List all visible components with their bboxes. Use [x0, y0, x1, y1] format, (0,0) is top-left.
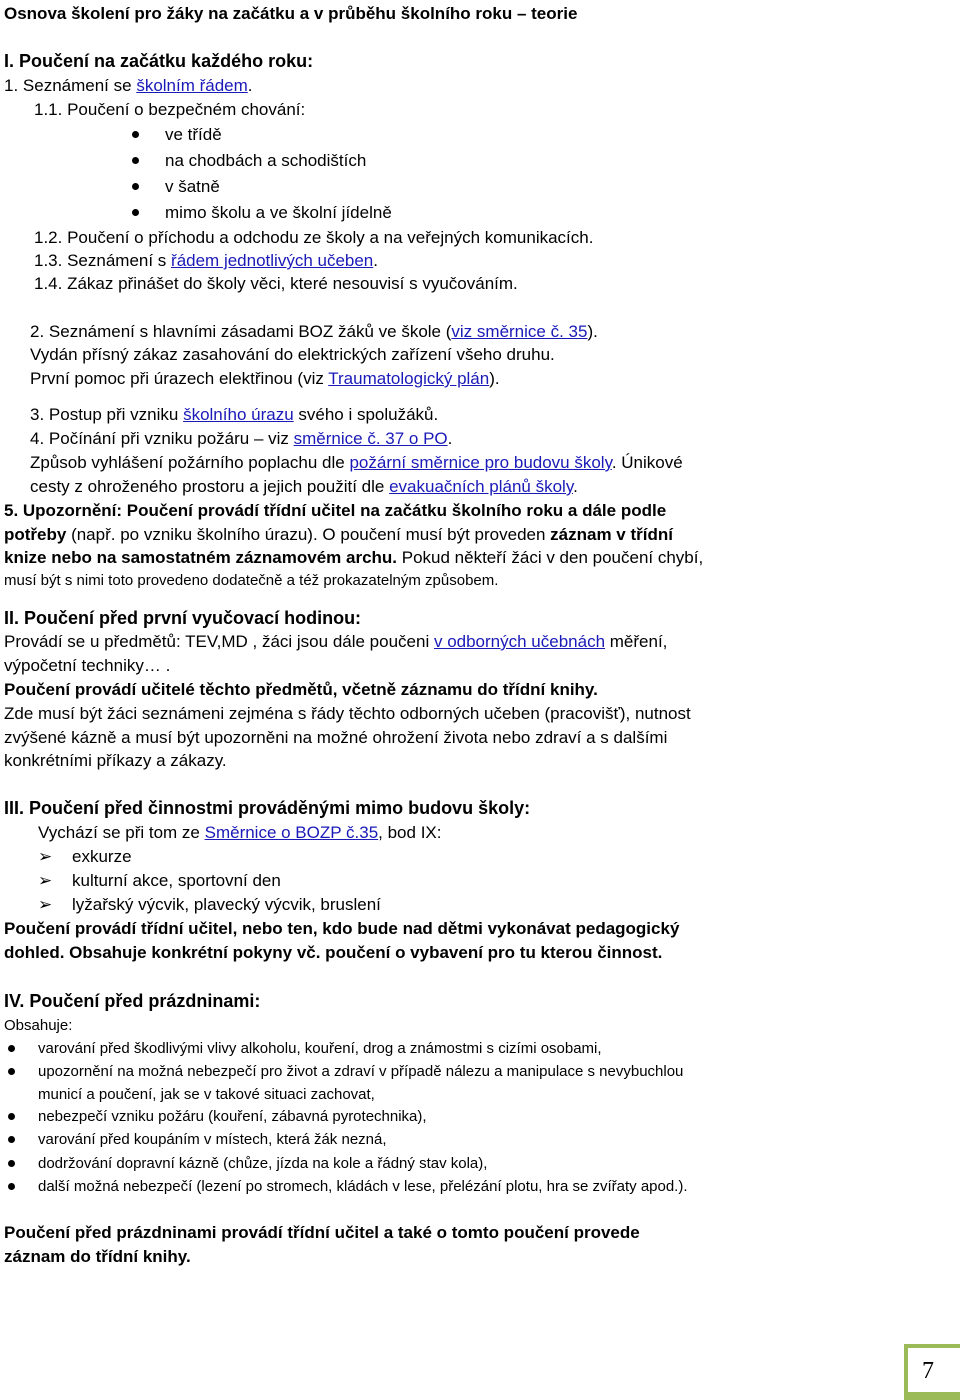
section-1-line-1: 1. Seznámení se školním řádem. [4, 76, 253, 95]
link-smernice-bozp[interactable]: Směrnice o BOZP č.35 [204, 823, 379, 842]
section-1-line-3: 3. Postup při vzniku školního úrazu svého i spolužáků. [30, 405, 439, 424]
section-1-line-4: 4. Počínání při vzniku požáru – viz směrnice č. 37 o PO. [30, 429, 453, 448]
bullet-item: mimo školu a ve školní jídelně [165, 203, 392, 222]
section-1-line-1-1: 1.1. Poučení o bezpečném chování: [34, 100, 306, 119]
section-2-line-4: Zde musí být žáci seznámeni zejména s řády těchto odborných učeben (pracovišť), nutnost [4, 704, 691, 723]
bullet-icon [8, 1068, 15, 1075]
list-item: exkurze [72, 847, 132, 866]
bullet-icon [132, 209, 139, 216]
section-1-line-2: 2. Seznámení s hlavními zásadami BOZ žáků ve škole (viz směrnice č. 35). [30, 322, 598, 341]
list-item: varování před škodlivými vlivy alkoholu, kouření, drog a známostmi s cizími osobami, [38, 1040, 602, 1057]
section-3-line-2: Poučení provádí třídní učitel, nebo ten, kdo bude nad dětmi vykonávat pedagogický [4, 919, 680, 938]
bullet-icon [132, 157, 139, 164]
section-1-heading: I. Poučení na začátku každého roku: [4, 51, 314, 71]
section-1-line-1-4: 1.4. Zákaz přinášet do školy věci, které nesouvisí s vyučováním. [34, 274, 518, 293]
list-item: nebezpečí vzniku požáru (kouření, zábavná pyrotechnika), [38, 1108, 427, 1125]
link-rad-uceben[interactable]: řádem jednotlivých učeben [171, 251, 374, 270]
link-pozarni-smernice[interactable]: požární směrnice pro budovu školy [349, 453, 612, 472]
arrow-bullet-icon: ➢ [38, 895, 53, 914]
arrow-bullet-icon: ➢ [38, 871, 53, 890]
section-2-heading: II. Poučení před první vyučovací hodinou: [4, 608, 362, 628]
section-4-final-2: záznam do třídní knihy. [4, 1247, 191, 1266]
bullet-icon [8, 1183, 15, 1190]
link-evakuacni-plany[interactable]: evakuačních plánů školy [389, 477, 574, 496]
link-traumatologicky-plan[interactable]: Traumatologický plán [328, 369, 490, 388]
section-2-line-6: konkrétními příkazy a zákazy. [4, 751, 227, 770]
section-1-line-4b: Způsob vyhlášení požárního poplachu dle požární směrnice pro budovu školy. Únikové [30, 453, 683, 472]
section-4-heading: IV. Poučení před prázdninami: [4, 991, 261, 1011]
list-item-continuation: municí a poučení, jak se v takové situaci zachovat, [38, 1086, 375, 1103]
list-item: upozornění na možná nebezpečí pro život a zdraví v případě nálezu a manipulace s nevybuchlou [38, 1063, 684, 1080]
page-number-stripe [904, 1392, 960, 1400]
section-2-line-2: výpočetní techniky… . [4, 656, 171, 675]
section-3-line-1: Vychází se při tom ze Směrnice o BOZP č.35, bod IX: [38, 823, 442, 842]
list-item: varování před koupáním v místech, která žák nezná, [38, 1131, 387, 1148]
section-3-line-3: dohled. Obsahuje konkrétní pokyny vč. poučení o vybavení pro tu kterou činnost. [4, 943, 663, 962]
list-item: lyžařský výcvik, plavecký výcvik, bruslení [72, 895, 381, 914]
link-odborne-ucebny[interactable]: v odborných učebnách [433, 632, 606, 651]
section-1-line-5d: musí být s nimi toto provedeno dodatečně a též prokazatelným způsobem. [4, 572, 499, 589]
bullet-item: v šatně [165, 177, 220, 196]
section-1-line-5a: 5. Upozornění: Poučení provádí třídní učitel na začátku školního roku a dále podle [4, 501, 667, 520]
section-1-line-5c: knize nebo na samostatném záznamovém archu. Pokud někteří žáci v den poučení chybí, [4, 548, 704, 567]
bullet-icon [8, 1045, 15, 1052]
section-2-line-3: Poučení provádí učitelé těchto předmětů, včetně záznamu do třídní knihy. [4, 680, 598, 699]
section-4-final-1: Poučení před prázdninami provádí třídní učitel a také o tomto poučení provede [4, 1223, 640, 1242]
list-item: dodržování dopravní kázně (chůze, jízda na kole a řádný stav kola), [38, 1155, 488, 1172]
section-4-intro: Obsahuje: [4, 1017, 73, 1034]
bullet-icon [8, 1113, 15, 1120]
section-1-line-1-3: 1.3. Seznámení s řádem jednotlivých učeben. [34, 251, 378, 270]
section-1-line-5b: potřeby (např. po vzniku školního úrazu). O poučení musí být proveden záznam v třídní [4, 525, 673, 544]
bullet-icon [132, 183, 139, 190]
bullet-icon [132, 131, 139, 138]
section-2-line-1: Provádí se u předmětů: TEV,MD , žáci jsou dále poučeni v odborných učebnách měření, [4, 632, 668, 651]
section-1-line-4c: cesty z ohroženého prostoru a jejich použití dle evakuačních plánů školy. [30, 477, 578, 496]
link-smernice-37[interactable]: směrnice č. 37 o PO [293, 429, 448, 448]
link-skolni-rad[interactable]: školním řádem [136, 76, 248, 95]
section-1-line-2b: Vydán přísný zákaz zasahování do elektrických zařízení všeho druhu. [30, 345, 555, 364]
page-number: 7 [922, 1358, 934, 1384]
section-1-line-2c: První pomoc při úrazech elektřinou (viz Traumatologický plán). [30, 369, 500, 388]
link-skolni-uraz[interactable]: školního úrazu [183, 405, 294, 424]
bullet-icon [8, 1160, 15, 1167]
list-item: kulturní akce, sportovní den [72, 871, 281, 890]
bullet-item: ve třídě [165, 125, 222, 144]
list-item: další možná nebezpečí (lezení po stromech, kládách v lese, přelézání plotu, hra se zvířaty apod.). [38, 1178, 688, 1195]
bullet-item: na chodbách a schodištích [165, 151, 367, 170]
arrow-bullet-icon: ➢ [38, 847, 53, 866]
bullet-icon [8, 1136, 15, 1143]
link-smernice-35[interactable]: viz směrnice č. 35 [451, 322, 588, 341]
document-title: Osnova školení pro žáky na začátku a v průběhu školního roku – teorie [4, 4, 578, 23]
section-2-line-5: zvýšené kázně a musí být upozorněni na možné ohrožení života nebo zdraví a s dalšími [4, 728, 668, 747]
section-1-line-1-2: 1.2. Poučení o příchodu a odchodu ze školy a na veřejných komunikacích. [34, 228, 594, 247]
section-3-heading: III. Poučení před činnostmi prováděnými mimo budovu školy: [4, 798, 531, 818]
